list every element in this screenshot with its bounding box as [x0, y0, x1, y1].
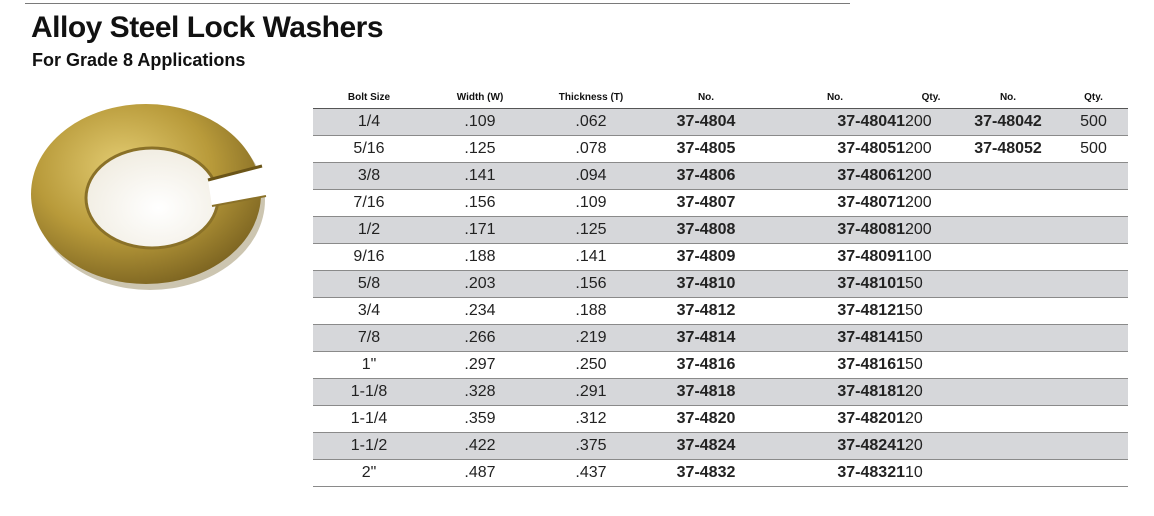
- cell-bulk-qty: [1059, 352, 1128, 379]
- cell-part-number-pack: 37-48081: [765, 217, 905, 244]
- column-header-bulk-qty: Qty.: [1059, 86, 1128, 109]
- cell-thickness: .141: [535, 244, 647, 271]
- cell-thickness: .188: [535, 298, 647, 325]
- cell-thickness: .375: [535, 433, 647, 460]
- cell-part-number-pack: 37-48181: [765, 379, 905, 406]
- cell-part-number: 37-4810: [647, 271, 765, 298]
- cell-width: .141: [425, 163, 535, 190]
- cell-part-number-bulk: [957, 325, 1059, 352]
- cell-width: .171: [425, 217, 535, 244]
- cell-part-number-bulk: [957, 352, 1059, 379]
- cell-bulk-qty: 500: [1059, 109, 1128, 136]
- washer-spec-table: [313, 86, 1128, 487]
- table-row: [313, 379, 1128, 406]
- table-row: [313, 163, 1128, 190]
- cell-part-number: 37-4807: [647, 190, 765, 217]
- cell-width: .328: [425, 379, 535, 406]
- cell-part-number: 37-4832: [647, 460, 765, 487]
- cell-bulk-qty: [1059, 433, 1128, 460]
- table-row: [313, 190, 1128, 217]
- page-title: Alloy Steel Lock Washers: [31, 11, 384, 44]
- cell-bulk-qty: [1059, 406, 1128, 433]
- cell-pack-qty: 200: [905, 163, 957, 190]
- cell-bolt-size: 5/8: [313, 271, 425, 298]
- column-header-part-number-pack: No.: [765, 86, 905, 109]
- cell-width: .125: [425, 136, 535, 163]
- cell-part-number-bulk: [957, 379, 1059, 406]
- cell-width: .156: [425, 190, 535, 217]
- cell-bulk-qty: [1059, 190, 1128, 217]
- page-subtitle: For Grade 8 Applications: [32, 50, 246, 70]
- cell-thickness: .094: [535, 163, 647, 190]
- cell-part-number-bulk: [957, 298, 1059, 325]
- cell-part-number: 37-4820: [647, 406, 765, 433]
- cell-pack-qty: 50: [905, 271, 957, 298]
- cell-bulk-qty: 500: [1059, 136, 1128, 163]
- cell-part-number: 37-4818: [647, 379, 765, 406]
- table-row: [313, 136, 1128, 163]
- cell-bulk-qty: [1059, 298, 1128, 325]
- table-row: [313, 460, 1128, 487]
- cell-part-number-bulk: [957, 244, 1059, 271]
- cell-bulk-qty: [1059, 217, 1128, 244]
- cell-bolt-size: 1-1/8: [313, 379, 425, 406]
- table-row: [313, 244, 1128, 271]
- cell-part-number-bulk: 37-48042: [957, 109, 1059, 136]
- column-header-pack-qty: Qty.: [905, 86, 957, 109]
- cell-pack-qty: 200: [905, 217, 957, 244]
- cell-part-number-pack: 37-48091: [765, 244, 905, 271]
- table-row: [313, 271, 1128, 298]
- cell-bulk-qty: [1059, 163, 1128, 190]
- cell-bolt-size: 5/16: [313, 136, 425, 163]
- cell-bolt-size: 2": [313, 460, 425, 487]
- cell-pack-qty: 20: [905, 433, 957, 460]
- cell-bulk-qty: [1059, 460, 1128, 487]
- table-row: [313, 325, 1128, 352]
- cell-thickness: .291: [535, 379, 647, 406]
- table-row: [313, 298, 1128, 325]
- cell-pack-qty: 200: [905, 190, 957, 217]
- cell-thickness: .078: [535, 136, 647, 163]
- cell-width: .266: [425, 325, 535, 352]
- column-header-thickness: Thickness (T): [535, 86, 647, 109]
- cell-pack-qty: 20: [905, 406, 957, 433]
- cell-part-number: 37-4824: [647, 433, 765, 460]
- cell-part-number-pack: 37-48161: [765, 352, 905, 379]
- column-header-part-number-bulk: No.: [957, 86, 1059, 109]
- cell-part-number-pack: 37-48041: [765, 109, 905, 136]
- cell-part-number: 37-4809: [647, 244, 765, 271]
- cell-width: .234: [425, 298, 535, 325]
- cell-pack-qty: 50: [905, 298, 957, 325]
- column-header-part-number: No.: [647, 86, 765, 109]
- table-header-row: [313, 86, 1128, 109]
- cell-part-number-pack: 37-48141: [765, 325, 905, 352]
- cell-part-number-bulk: [957, 460, 1059, 487]
- cell-part-number: 37-4805: [647, 136, 765, 163]
- cell-part-number-bulk: 37-48052: [957, 136, 1059, 163]
- cell-bolt-size: 3/8: [313, 163, 425, 190]
- cell-part-number: 37-4814: [647, 325, 765, 352]
- cell-bulk-qty: [1059, 325, 1128, 352]
- cell-bolt-size: 1": [313, 352, 425, 379]
- cell-part-number-pack: 37-48101: [765, 271, 905, 298]
- cell-width: .203: [425, 271, 535, 298]
- column-header-bolt-size: Bolt Size: [313, 86, 425, 109]
- cell-pack-qty: 20: [905, 379, 957, 406]
- cell-thickness: .219: [535, 325, 647, 352]
- cell-part-number: 37-4816: [647, 352, 765, 379]
- table-row: [313, 406, 1128, 433]
- cell-pack-qty: 200: [905, 109, 957, 136]
- cell-thickness: .156: [535, 271, 647, 298]
- column-header-width: Width (W): [425, 86, 535, 109]
- cell-bolt-size: 9/16: [313, 244, 425, 271]
- cell-thickness: .062: [535, 109, 647, 136]
- cell-bolt-size: 1-1/2: [313, 433, 425, 460]
- cell-part-number: 37-4804: [647, 109, 765, 136]
- cell-part-number-pack: 37-48121: [765, 298, 905, 325]
- table-row: [313, 109, 1128, 136]
- cell-part-number-bulk: [957, 433, 1059, 460]
- cell-part-number-pack: 37-48241: [765, 433, 905, 460]
- cell-pack-qty: 200: [905, 136, 957, 163]
- cell-thickness: .125: [535, 217, 647, 244]
- table-row: [313, 352, 1128, 379]
- cell-width: .487: [425, 460, 535, 487]
- cell-bolt-size: 1/2: [313, 217, 425, 244]
- cell-pack-qty: 10: [905, 460, 957, 487]
- cell-part-number-bulk: [957, 163, 1059, 190]
- cell-part-number: 37-4812: [647, 298, 765, 325]
- cell-bolt-size: 1-1/4: [313, 406, 425, 433]
- cell-thickness: .312: [535, 406, 647, 433]
- cell-part-number-pack: 37-48071: [765, 190, 905, 217]
- cell-thickness: .250: [535, 352, 647, 379]
- cell-part-number-pack: 37-48061: [765, 163, 905, 190]
- lock-washer-photo: [22, 88, 292, 303]
- cell-pack-qty: 50: [905, 352, 957, 379]
- cell-part-number-bulk: [957, 217, 1059, 244]
- cell-part-number-pack: 37-48051: [765, 136, 905, 163]
- table-row: [313, 217, 1128, 244]
- cell-width: .297: [425, 352, 535, 379]
- cell-part-number: 37-4806: [647, 163, 765, 190]
- table-row: [313, 433, 1128, 460]
- cell-thickness: .109: [535, 190, 647, 217]
- cell-part-number-pack: 37-48321: [765, 460, 905, 487]
- cell-bolt-size: 7/16: [313, 190, 425, 217]
- cell-part-number: 37-4808: [647, 217, 765, 244]
- cell-part-number-bulk: [957, 406, 1059, 433]
- cell-pack-qty: 100: [905, 244, 957, 271]
- cell-bolt-size: 3/4: [313, 298, 425, 325]
- cell-pack-qty: 50: [905, 325, 957, 352]
- cell-width: .188: [425, 244, 535, 271]
- cell-width: .109: [425, 109, 535, 136]
- cell-part-number-bulk: [957, 271, 1059, 298]
- cell-part-number-bulk: [957, 190, 1059, 217]
- top-rule: [25, 3, 850, 4]
- cell-bulk-qty: [1059, 379, 1128, 406]
- cell-part-number-pack: 37-48201: [765, 406, 905, 433]
- cell-width: .422: [425, 433, 535, 460]
- cell-bolt-size: 1/4: [313, 109, 425, 136]
- cell-bulk-qty: [1059, 244, 1128, 271]
- cell-bulk-qty: [1059, 271, 1128, 298]
- cell-bolt-size: 7/8: [313, 325, 425, 352]
- cell-thickness: .437: [535, 460, 647, 487]
- cell-width: .359: [425, 406, 535, 433]
